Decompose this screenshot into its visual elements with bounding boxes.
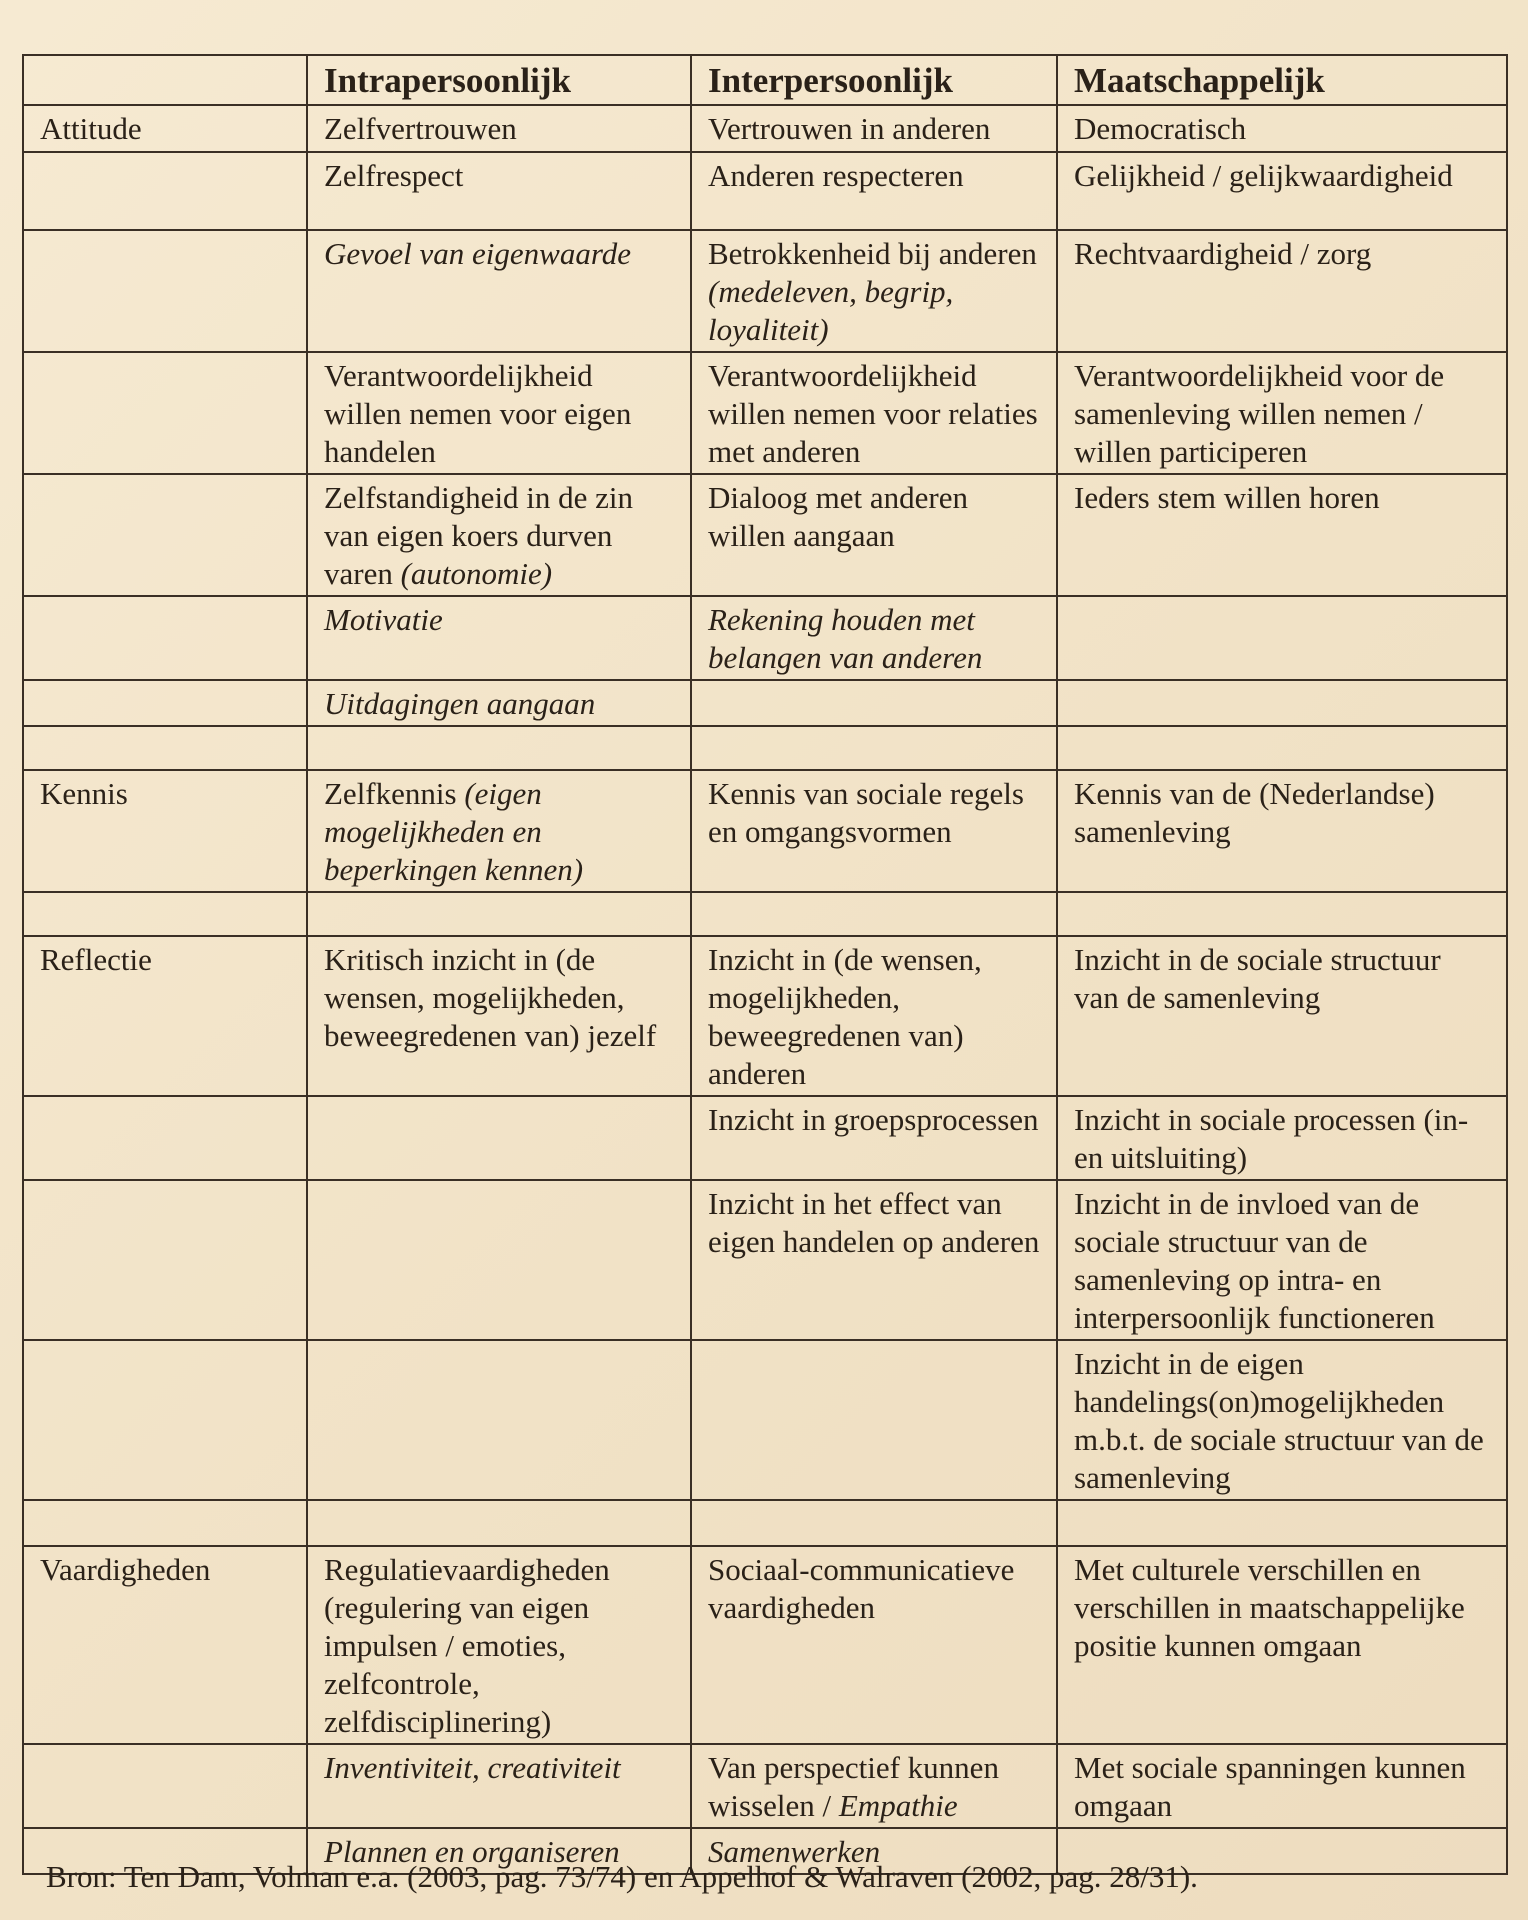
cell-inter: Inzicht in groepsprocessen — [691, 1096, 1057, 1180]
cell-maat: Rechtvaardigheid / zorg — [1057, 230, 1507, 352]
cell-intra — [307, 892, 691, 936]
table-row — [23, 1340, 1507, 1500]
cell-maat: Gelijkheid / gelijkwaardigheid — [1057, 152, 1507, 230]
row-label — [23, 1096, 307, 1180]
table-row — [23, 726, 1507, 770]
row-label — [23, 726, 307, 770]
table-row — [23, 1744, 1507, 1828]
row-label — [23, 1744, 307, 1828]
cell-intra — [307, 1096, 691, 1180]
cell-maat: Democratisch — [1057, 105, 1507, 152]
cell-inter — [691, 1500, 1057, 1546]
table-row — [23, 936, 1507, 1096]
table-row — [23, 352, 1507, 474]
row-label-reflectie: Reflectie — [23, 936, 307, 1096]
table-row — [23, 1546, 1507, 1744]
row-label-vaardigheden: Vaardigheden — [23, 1546, 307, 1744]
cell-maat: Verantwoordelijkheid voor de samenleving willen nemen / willen participeren — [1057, 352, 1507, 474]
header-intrapersoonlijk: Intrapersoonlijk — [307, 55, 691, 105]
cell-intra: Regulatievaardigheden (regulering van eigen impulsen / emoties, zelfcontrole, zelfdisciplinering) — [307, 1546, 691, 1744]
cell-inter: Inzicht in het effect van eigen handelen op anderen — [691, 1180, 1057, 1340]
cell-inter-italic: Empathie — [838, 1788, 958, 1823]
table-row — [23, 105, 1507, 152]
cell-maat: Ieders stem willen horen — [1057, 474, 1507, 596]
cell-maat: Inzicht in sociale processen (in- en uitsluiting) — [1057, 1096, 1507, 1180]
row-label — [23, 474, 307, 596]
cell-inter — [691, 680, 1057, 726]
cell-intra: Uitdagingen aangaan — [307, 680, 691, 726]
cell-intra — [307, 1500, 691, 1546]
cell-maat: Met culturele verschillen en verschillen in maatschappelijke positie kunnen omgaan — [1057, 1546, 1507, 1744]
cell-inter — [691, 230, 1057, 352]
cell-maat — [1057, 596, 1507, 680]
row-label — [23, 230, 307, 352]
cell-intra: Zelfvertrouwen — [307, 105, 691, 152]
cell-intra-italic: (eigen mogelijkheden en beperkingen kennen) — [324, 776, 584, 887]
cell-maat — [1057, 726, 1507, 770]
cell-maat — [1057, 680, 1507, 726]
table-row — [23, 474, 1507, 596]
cell-intra-text: Zelfstandigheid in de zin van eigen koers durven varen — [324, 480, 634, 591]
row-label-attitude: Attitude — [23, 105, 307, 152]
cell-inter — [691, 892, 1057, 936]
row-label — [23, 152, 307, 230]
cell-inter: Vertrouwen in anderen — [691, 105, 1057, 152]
table-row — [23, 770, 1507, 892]
table-row — [23, 1096, 1507, 1180]
row-label-kennis: Kennis — [23, 770, 307, 892]
header-interpersoonlijk: Interpersoonlijk — [691, 55, 1057, 105]
cell-maat — [1057, 892, 1507, 936]
cell-maat: Inzicht in de eigen handelings(on)mogelijkheden m.b.t. de sociale structuur van de samenleving — [1057, 1340, 1507, 1500]
cell-intra: Plannen en organiseren — [307, 1828, 691, 1874]
cell-inter-text: Van perspectief kunnen wisselen / — [708, 1750, 999, 1823]
cell-intra: Verantwoordelijkheid willen nemen voor eigen handelen — [307, 352, 691, 474]
cell-maat: Inzicht in de invloed van de sociale structuur van de samenleving op intra- en interpersoonlijk functioneren — [1057, 1180, 1507, 1340]
cell-maat — [1057, 1500, 1507, 1546]
cell-inter: Rekening houden met belangen van anderen — [691, 596, 1057, 680]
header-empty — [23, 55, 307, 105]
cell-inter — [691, 726, 1057, 770]
cell-inter — [691, 1340, 1057, 1500]
cell-intra: Inventiviteit, creativiteit — [307, 1744, 691, 1828]
cell-maat: Met sociale spanningen kunnen omgaan — [1057, 1744, 1507, 1828]
cell-intra: Gevoel van eigenwaarde — [307, 230, 691, 352]
cell-intra — [307, 474, 691, 596]
cell-intra-text: Zelfkennis — [324, 776, 465, 811]
cell-intra: Zelfrespect — [307, 152, 691, 230]
cell-inter: Samenwerken — [691, 1828, 1057, 1874]
cell-intra-italic: (autonomie) — [400, 556, 553, 591]
cell-intra — [307, 1340, 691, 1500]
table-row — [23, 152, 1507, 230]
header-maatschappelijk: Maatschappelijk — [1057, 55, 1507, 105]
cell-inter: Sociaal-communicatieve vaardigheden — [691, 1546, 1057, 1744]
cell-maat: Inzicht in de sociale structuur van de samenleving — [1057, 936, 1507, 1096]
table-row — [23, 1500, 1507, 1546]
table-header-row — [23, 55, 1507, 105]
cell-intra — [307, 1180, 691, 1340]
cell-inter: Kennis van sociale regels en omgangsvormen — [691, 770, 1057, 892]
cell-intra: Motivatie — [307, 596, 691, 680]
cell-maat: Kennis van de (Nederlandse) samenleving — [1057, 770, 1507, 892]
cell-inter-text: Betrokkenheid bij anderen — [708, 236, 1037, 271]
cell-inter — [691, 1744, 1057, 1828]
table-row — [23, 680, 1507, 726]
table-row — [23, 596, 1507, 680]
row-label — [23, 1180, 307, 1340]
cell-inter: Verantwoordelijkheid willen nemen voor relaties met anderen — [691, 352, 1057, 474]
row-label — [23, 596, 307, 680]
cell-inter: Anderen respecteren — [691, 152, 1057, 230]
cell-intra: Kritisch inzicht in (de wensen, mogelijkheden, beweegredenen van) jezelf — [307, 936, 691, 1096]
source-citation: Bron: Ten Dam, Volman e.a. (2003, pag. 73/74) en Appelhof & Walraven (2002, pag. 28/31). — [46, 1859, 1198, 1894]
table-row — [23, 230, 1507, 352]
row-label — [23, 892, 307, 936]
cell-intra — [307, 726, 691, 770]
table-row — [23, 892, 1507, 936]
cell-inter: Inzicht in (de wensen, mogelijkheden, beweegredenen van) anderen — [691, 936, 1057, 1096]
table-row — [23, 1180, 1507, 1340]
cell-inter: Dialoog met anderen willen aangaan — [691, 474, 1057, 596]
row-label — [23, 680, 307, 726]
cell-intra — [307, 770, 691, 892]
competency-table — [22, 54, 1508, 1875]
row-label — [23, 1500, 307, 1546]
row-label — [23, 352, 307, 474]
row-label — [23, 1340, 307, 1500]
cell-inter-italic: (medeleven, begrip, loyaliteit) — [708, 274, 954, 347]
